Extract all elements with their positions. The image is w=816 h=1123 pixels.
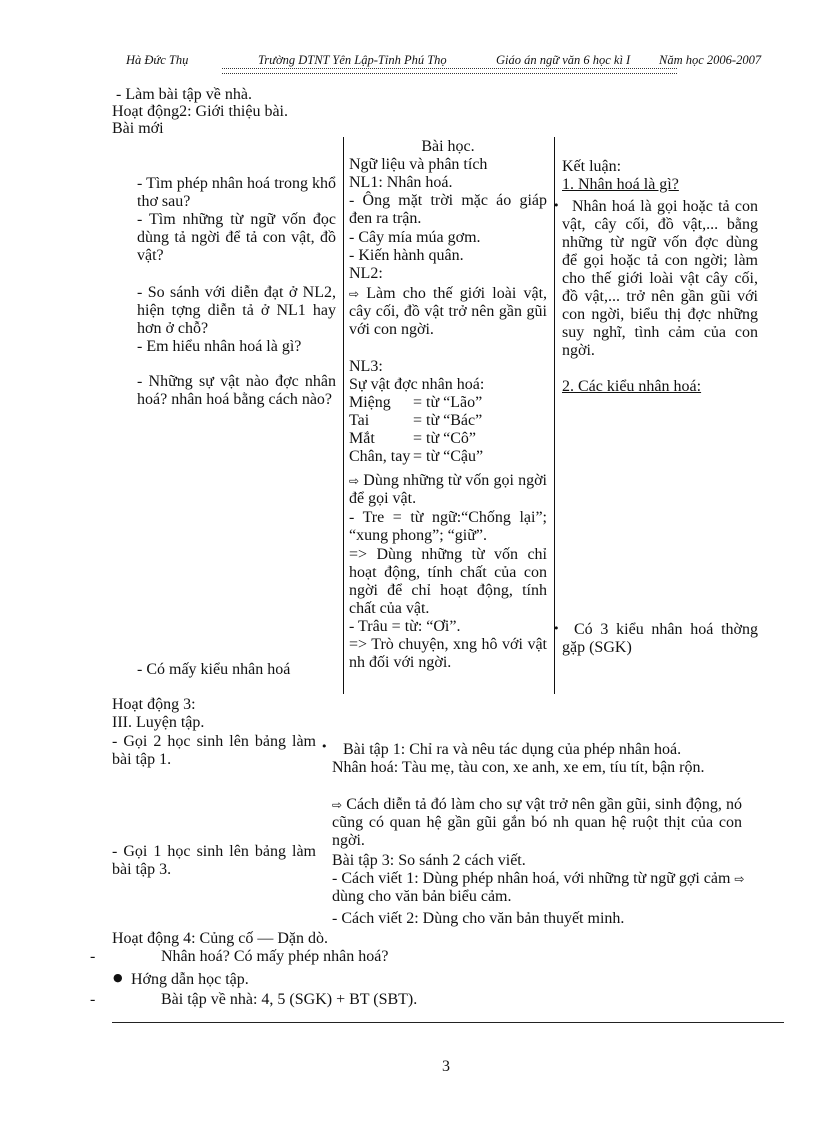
column-divider-1	[343, 137, 344, 694]
exercise-1-answer: Nhân hoá: Tàu mẹ, tàu con, xe anh, xe em, tíu tít, bận rộn.	[332, 759, 705, 776]
study-guide: Hớng dẫn học tập.	[131, 971, 249, 988]
header-year: Năm học 2006-2007	[659, 53, 762, 67]
nl3-conclusion-1: ⇨ Dùng những từ vốn gọi ngời để gọi vật.	[349, 472, 548, 507]
question-how-many-types: - Có mấy kiểu nhân hoá	[137, 661, 291, 678]
question-compare: - So sánh với diễn đạt ở NL2, hiện tợng diễn tả ở NL1 hay hơn ở chỗ?	[137, 284, 336, 337]
nl2-text: ⇨ Làm cho thế giới loài vật, cây cối, đồ vật trở nên gần gũi với con ngời.	[349, 285, 548, 338]
bullet-icon: ●	[113, 971, 123, 984]
nl3-intro: Sự vật đợc nhân hoá:	[349, 376, 485, 393]
exercise-1-effect: ⇨ Cách diễn tả đó làm cho sự vật trở nên gần gũi, sinh động, nó cũng có quan hệ gần gũi gắn bó nh quan hệ ruột thịt của con ngời.	[332, 796, 743, 849]
nl3-buffalo: - Trâu = từ: “Ơi”.	[349, 618, 461, 635]
nl3-conclusion-3: => Trò chuyện, xng hô với vật nh đối với ngời.	[349, 636, 547, 671]
body-part-name: Mắt	[349, 430, 375, 447]
exercise-3-title: Bài tập 3: So sánh 2 cách viết.	[332, 852, 526, 869]
body-part-word: = từ “Bác”	[413, 412, 483, 429]
body-part-row	[349, 394, 547, 412]
header-school: Trường DTNT Yên Lập-Tỉnh Phú Thọ	[258, 53, 447, 67]
body-part-name: Miệng	[349, 394, 391, 411]
bullet-icon: •	[553, 199, 560, 212]
task-exercise-3: - Gọi 1 học sinh lên bảng làm bài tập 3.	[112, 843, 316, 878]
intro-activity-2: Hoạt động2: Giới thiệu bài.	[112, 103, 288, 120]
question-definition: - Em hiểu nhân hoá là gì?	[137, 338, 302, 355]
nl1-example-2: - Cây mía múa gơm.	[349, 229, 481, 246]
nl2-heading: NL2:	[349, 265, 383, 282]
column-divider-2	[554, 137, 555, 694]
task-exercise-1: - Gọi 2 học sinh lên bảng làm bài tập 1.	[112, 733, 316, 768]
dash-marker: -	[90, 991, 96, 1008]
header-author: Hà Đức Thụ	[126, 53, 189, 67]
conclusion-heading-1: 1. Nhân hoá là gì?	[562, 176, 679, 193]
question-find-words: - Tìm những từ ngữ vốn đọc dùng tả ngời để tả con vật, đồ vật?	[137, 211, 336, 264]
nl3-heading: NL3:	[349, 358, 383, 375]
body-part-word: = từ “Cậu”	[413, 448, 484, 465]
practice-heading: III. Luyện tập.	[112, 714, 205, 731]
nl1-example-3: - Kiến hành quân.	[349, 247, 464, 264]
lesson-title: Bài học.	[421, 138, 475, 155]
body-part-word: = từ “Lão”	[413, 394, 483, 411]
conclusion-title: Kết luận:	[562, 158, 622, 175]
arrow-icon: ⇨	[349, 287, 360, 301]
dash-marker: -	[90, 948, 96, 965]
body-part-name: Tai	[349, 412, 370, 429]
nl3-conclusion-2: => Dùng những từ vốn chỉ hoạt động, tính chất của con ngời để chỉ hoạt động, tính chất của vật.	[349, 546, 547, 617]
header-subject: Giáo án ngữ văn 6 học kì I	[496, 53, 631, 67]
question-find-personification: - Tìm phép nhân hoá trong khổ thơ sau?	[137, 175, 336, 210]
body-part-word: = từ “Cô”	[413, 430, 477, 447]
intro-new-lesson: Bài mới	[112, 120, 164, 137]
definition-text: Nhân hoá là gọi hoặc tả con vật, cây cối, đồ vật,... bằng những từ ngữ vốn đợc dùng để gọi hoặc tả con ngời; làm cho thế giới loài vật cây cối, đồ vật,... trở nên gần gũi với con ngời, biểu thị đợc những suy nghĩ, tình cảm của con ngời.	[562, 198, 758, 359]
bullet-icon: •	[321, 740, 328, 753]
arrow-icon: ⇨	[332, 798, 343, 812]
exercise-3-way-2: - Cách viết 2: Dùng cho văn bản thuyết minh.	[332, 910, 625, 927]
header-separator	[222, 68, 677, 74]
footer-rule	[112, 1022, 784, 1023]
exercise-1-title: Bài tập 1: Chỉ ra và nêu tác dụng của phép nhân hoá.	[343, 741, 682, 758]
body-part-name: Chân, tay	[349, 448, 411, 465]
types-text: Có 3 kiểu nhân hoá thờng gặp (SGK)	[562, 621, 758, 656]
homework: Bài tập về nhà: 4, 5 (SGK) + BT (SBT).	[161, 991, 418, 1008]
arrow-icon: ⇨	[734, 872, 745, 886]
bullet-icon: •	[553, 622, 560, 635]
nl3-bamboo: - Tre = từ ngữ:“Chống lại”; “xung phong”; “giữ”.	[349, 509, 547, 544]
question-which-things: - Những sự vật nào đợc nhân hoá? nhân hoá bằng cách nào?	[137, 373, 336, 408]
nl1-heading: NL1: Nhân hoá.	[349, 174, 453, 191]
activity-3-heading: Hoạt động 3:	[112, 696, 196, 713]
page-number: 3	[442, 1058, 450, 1075]
intro-homework: - Làm bài tập về nhà.	[116, 86, 252, 103]
body-part-row	[349, 448, 547, 466]
conclusion-heading-2: 2. Các kiểu nhân hoá:	[562, 378, 702, 395]
nl1-example-1: - Ông mặt trời mặc áo giáp đen ra trận.	[349, 192, 547, 227]
body-part-row	[349, 412, 547, 430]
activity-4-heading: Hoạt động 4: Củng cố — Dặn dò.	[112, 930, 328, 947]
lesson-subtitle: Ngữ liệu và phân tích	[349, 156, 488, 173]
body-part-row	[349, 430, 547, 448]
review-question: Nhân hoá? Có mấy phép nhân hoá?	[161, 948, 389, 965]
exercise-3-way-1: - Cách viết 1: Dùng phép nhân hoá, với những từ ngữ gợi cảm ⇨ dùng cho văn bản biểu cảm.	[332, 870, 745, 905]
body-parts-list	[349, 394, 547, 466]
arrow-icon: ⇨	[349, 474, 360, 488]
